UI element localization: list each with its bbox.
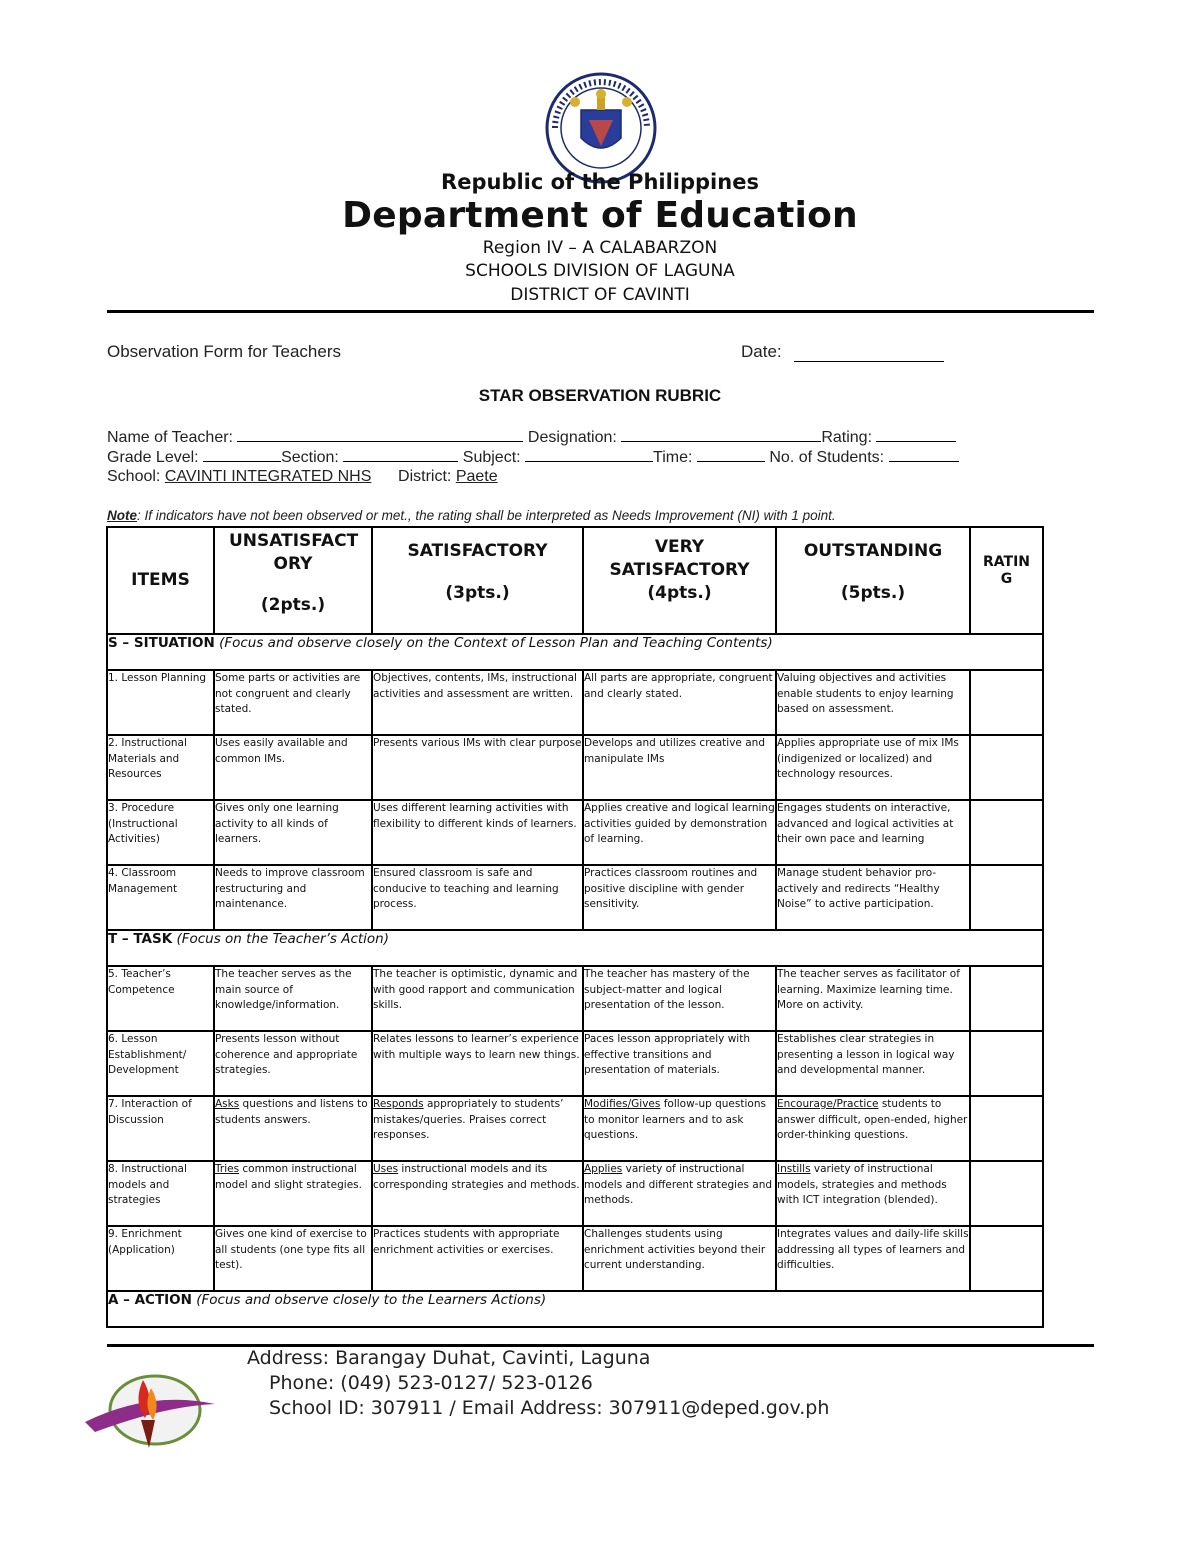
republic-heading: Republic of the Philippines xyxy=(441,170,759,194)
situation-rows xyxy=(107,670,1043,930)
descriptor-verb: Asks xyxy=(215,1098,240,1110)
item-cell: 7. Interaction of Discussion xyxy=(107,1096,214,1161)
descriptor-text: Presents lesson without coherence and appropriate strategies. xyxy=(215,1033,358,1076)
item-cell: 6. Lesson Establishment/ Development xyxy=(107,1031,214,1096)
vsat-descriptor-cell xyxy=(583,1226,776,1291)
table-row xyxy=(107,670,1043,735)
out-descriptor-cell xyxy=(776,735,970,800)
rating-cell[interactable] xyxy=(970,735,1043,800)
designation-field[interactable] xyxy=(621,427,821,442)
descriptor-text: Develops and utilizes creative and manipulate IMs xyxy=(584,737,765,765)
rating-cell[interactable] xyxy=(970,670,1043,735)
teacher-info-line xyxy=(107,427,956,448)
out-descriptor-cell xyxy=(776,1031,970,1096)
note-label: Note xyxy=(107,508,137,523)
header-items: ITEMS xyxy=(107,527,214,634)
item-cell: 5. Teacher’s Competence xyxy=(107,966,214,1031)
table-row xyxy=(107,800,1043,865)
rating-cell[interactable] xyxy=(970,865,1043,930)
rubric-title: STAR OBSERVATION RUBRIC xyxy=(478,386,722,405)
school-info-line xyxy=(107,467,498,487)
department-heading: Department of Education xyxy=(342,195,858,236)
descriptor-text: Relates lessons to learner’s experience with multiple ways to learn new things. xyxy=(373,1033,580,1061)
descriptor-verb: Tries xyxy=(215,1163,240,1175)
sat-descriptor-cell xyxy=(372,1031,583,1096)
rating-cell[interactable] xyxy=(970,966,1043,1031)
descriptor-text: students to answer difficult, open-ended, higher order-thinking questions. xyxy=(777,1098,968,1141)
rating-cell[interactable] xyxy=(970,1161,1043,1226)
rubric-header-row xyxy=(107,527,1043,634)
rating-cell[interactable] xyxy=(970,1031,1043,1096)
header-very-satisfactory: VERY SATISFACTORY (4pts.) xyxy=(583,527,776,634)
school-value: CAVINTI INTEGRATED NHS xyxy=(164,468,372,485)
descriptor-text: Establishes clear strategies in presenting a lesson in logical way and developmental manner. xyxy=(777,1033,955,1076)
grade-label: Grade Level: xyxy=(107,449,199,466)
descriptor-text: Some parts or activities are not congruent and clearly stated. xyxy=(215,672,361,715)
note-body: : If indicators have not been observed or met., the rating shall be interpreted as Needs Improvement (NI) with 1 point. xyxy=(137,508,836,523)
unsat-descriptor-cell xyxy=(214,1096,372,1161)
header-satisfactory: SATISFACTORY (3pts.) xyxy=(372,527,583,634)
rubric-table xyxy=(106,526,1044,1328)
district-heading: DISTRICT OF CAVINTI xyxy=(510,285,690,305)
students-field[interactable] xyxy=(889,447,959,462)
section-situation-desc: (Focus and observe closely on the Context of Lesson Plan and Teaching Contents) xyxy=(214,635,773,651)
district-value: Paete xyxy=(455,468,498,485)
table-row xyxy=(107,865,1043,930)
descriptor-text: follow-up questions to monitor learners and to ask questions. xyxy=(584,1098,766,1141)
out-descriptor-cell xyxy=(776,966,970,1031)
descriptor-verb: Modifies/Gives xyxy=(584,1098,661,1110)
item-cell: 8. Instructional models and strategies xyxy=(107,1161,214,1226)
descriptor-verb: Instills xyxy=(777,1163,811,1175)
vsat-descriptor-cell xyxy=(583,670,776,735)
unsat-descriptor-cell xyxy=(214,865,372,930)
descriptor-text: common instructional model and slight strategies. xyxy=(215,1163,362,1191)
header-divider xyxy=(107,310,1094,313)
descriptor-verb: Applies xyxy=(584,1163,623,1175)
descriptor-text: Challenges students using enrichment activities beyond their current understanding. xyxy=(584,1228,766,1271)
region-heading: Region IV – A CALABARZON xyxy=(482,238,718,258)
descriptor-text: The teacher has mastery of the subject-matter and logical presentation of the lesson. xyxy=(584,968,750,1011)
header-unsatisfactory: UNSATISFACT ORY (2pts.) xyxy=(214,527,372,634)
descriptor-text: Gives only one learning activity to all kinds of learners. xyxy=(215,802,339,845)
descriptor-text: Gives one kind of exercise to all students (one type fits all test). xyxy=(215,1228,367,1271)
section-field[interactable] xyxy=(343,447,458,462)
date-label: Date: xyxy=(741,342,782,361)
vsat-descriptor-cell xyxy=(583,1096,776,1161)
table-row xyxy=(107,1031,1043,1096)
rating-cell[interactable] xyxy=(970,1226,1043,1291)
section-task-label: T – TASK xyxy=(108,931,173,947)
descriptor-text: instructional models and its corresponding strategies and methods. xyxy=(373,1163,580,1191)
section-task-desc: (Focus on the Teacher’s Action) xyxy=(172,931,389,947)
table-row xyxy=(107,1161,1043,1226)
teacher-name-field[interactable] xyxy=(237,427,523,442)
subject-label: Subject: xyxy=(462,449,521,466)
descriptor-text: appropriately to students’ mistakes/queries. Praises correct responses. xyxy=(373,1098,564,1141)
sat-descriptor-cell xyxy=(372,1096,583,1161)
sat-descriptor-cell xyxy=(372,735,583,800)
section-situation-label: S – SITUATION xyxy=(108,635,215,651)
district-label: District: xyxy=(398,468,452,485)
subject-field[interactable] xyxy=(525,447,653,462)
item-cell: 1. Lesson Planning xyxy=(107,670,214,735)
deped-seal-logo xyxy=(545,72,657,184)
descriptor-text: Valuing objectives and activities enable students to enjoy learning based on assessment. xyxy=(777,672,954,715)
division-heading: SCHOOLS DIVISION OF LAGUNA xyxy=(465,261,735,281)
item-cell: 4. Classroom Management xyxy=(107,865,214,930)
students-label: No. of Students: xyxy=(769,449,885,466)
school-logo xyxy=(85,1360,215,1450)
grade-field[interactable] xyxy=(203,447,281,462)
sat-descriptor-cell xyxy=(372,865,583,930)
sat-descriptor-cell xyxy=(372,670,583,735)
out-descriptor-cell xyxy=(776,1096,970,1161)
descriptor-text: Practices classroom routines and positive discipline with gender sensitivity. xyxy=(584,867,758,910)
sat-descriptor-cell xyxy=(372,966,583,1031)
header-rating: RATIN G xyxy=(970,527,1043,634)
descriptor-text: Objectives, contents, IMs, instructional activities and assessment are written. xyxy=(373,672,577,700)
descriptor-verb: Encourage/Practice xyxy=(777,1098,879,1110)
out-descriptor-cell xyxy=(776,1161,970,1226)
section-label: Section: xyxy=(281,449,339,466)
vsat-descriptor-cell xyxy=(583,1031,776,1096)
date-field[interactable] xyxy=(794,360,944,362)
rating-label: Rating: xyxy=(821,429,873,446)
unsat-descriptor-cell xyxy=(214,800,372,865)
rating-cell[interactable] xyxy=(970,800,1043,865)
unsat-descriptor-cell xyxy=(214,670,372,735)
descriptor-text: Presents various IMs with clear purpose xyxy=(373,737,582,749)
form-title: Observation Form for Teachers xyxy=(107,342,341,361)
sat-descriptor-cell xyxy=(372,800,583,865)
descriptor-text: The teacher serves as facilitator of learning. Maximize learning time. More on activity. xyxy=(777,968,960,1011)
descriptor-text: Uses different learning activities with flexibility to different kinds of learners. xyxy=(373,802,577,830)
table-row xyxy=(107,1096,1043,1161)
school-label: School: xyxy=(107,468,161,485)
rating-cell[interactable] xyxy=(970,1096,1043,1161)
vsat-descriptor-cell xyxy=(583,865,776,930)
unsat-descriptor-cell xyxy=(214,1161,372,1226)
footer-phone: Phone: (049) 523-0127/ 523-0126 xyxy=(269,1372,593,1394)
descriptor-text: variety of instructional models, strategies and methods with ICT integration (blended). xyxy=(777,1163,947,1206)
vsat-descriptor-cell xyxy=(583,1161,776,1226)
footer-address: Address: Barangay Duhat, Cavinti, Laguna xyxy=(247,1347,651,1369)
descriptor-verb: Responds xyxy=(373,1098,424,1110)
item-cell: 3. Procedure (Instructional Activities) xyxy=(107,800,214,865)
descriptor-text: Applies appropriate use of mix IMs (indigenized or localized) and technology resources. xyxy=(777,737,959,780)
table-row xyxy=(107,966,1043,1031)
time-field[interactable] xyxy=(697,447,765,462)
out-descriptor-cell xyxy=(776,800,970,865)
vsat-descriptor-cell xyxy=(583,800,776,865)
descriptor-text: The teacher serves as the main source of knowledge/information. xyxy=(215,968,352,1011)
section-task-row xyxy=(107,930,1043,966)
vsat-descriptor-cell xyxy=(583,735,776,800)
descriptor-text: questions and listens to students answers. xyxy=(215,1098,368,1126)
table-row xyxy=(107,735,1043,800)
unsat-descriptor-cell xyxy=(214,1031,372,1096)
descriptor-text: Paces lesson appropriately with effective transitions and presentation of materials. xyxy=(584,1033,751,1076)
descriptor-text: All parts are appropriate, congruent and clearly stated. xyxy=(584,672,773,700)
sat-descriptor-cell xyxy=(372,1226,583,1291)
descriptor-text: Ensured classroom is safe and conducive to teaching and learning process. xyxy=(373,867,559,910)
out-descriptor-cell xyxy=(776,865,970,930)
descriptor-text: Uses easily available and common IMs. xyxy=(215,737,348,765)
designation-label: Designation: xyxy=(527,429,617,446)
item-cell: 2. Instructional Materials and Resources xyxy=(107,735,214,800)
footer-school-id: School ID: 307911 / Email Address: 307911@deped.gov.ph xyxy=(269,1397,830,1419)
out-descriptor-cell xyxy=(776,670,970,735)
descriptor-text: Integrates values and daily-life skills addressing all types of learners and difficulties. xyxy=(777,1228,969,1271)
teacher-label: Name of Teacher: xyxy=(107,429,233,446)
table-row xyxy=(107,1226,1043,1291)
descriptor-text: Applies creative and logical learning activities guided by demonstration of learning. xyxy=(584,802,775,845)
out-descriptor-cell xyxy=(776,1226,970,1291)
header-outstanding: OUTSTANDING (5pts.) xyxy=(776,527,970,634)
class-info-line xyxy=(107,447,959,468)
item-cell: 9. Enrichment (Application) xyxy=(107,1226,214,1291)
descriptor-text: Engages students on interactive, advanced and logical activities at their own pace and learning xyxy=(777,802,954,845)
unsat-descriptor-cell xyxy=(214,735,372,800)
unsat-descriptor-cell xyxy=(214,966,372,1031)
time-label: Time: xyxy=(653,449,693,466)
section-action-desc: (Focus and observe closely to the Learners Actions) xyxy=(191,1292,547,1308)
sat-descriptor-cell xyxy=(372,1161,583,1226)
rating-field[interactable] xyxy=(876,427,956,442)
unsat-descriptor-cell xyxy=(214,1226,372,1291)
descriptor-verb: Uses xyxy=(373,1163,399,1175)
descriptor-text: Practices students with appropriate enrichment activities or exercises. xyxy=(373,1228,560,1256)
task-rows xyxy=(107,966,1043,1291)
note-text xyxy=(107,508,836,523)
section-situation-row xyxy=(107,634,1043,670)
vsat-descriptor-cell xyxy=(583,966,776,1031)
descriptor-text: Needs to improve classroom restructuring and maintenance. xyxy=(215,867,365,910)
descriptor-text: The teacher is optimistic, dynamic and with good rapport and communication skills. xyxy=(373,968,578,1011)
section-action-row xyxy=(107,1291,1043,1327)
descriptor-text: variety of instructional models and different strategies and methods. xyxy=(584,1163,773,1206)
section-action-label: A – ACTION xyxy=(108,1292,192,1308)
descriptor-text: Manage student behavior pro-actively and redirects “Healthy Noise” to active participation. xyxy=(777,867,940,910)
